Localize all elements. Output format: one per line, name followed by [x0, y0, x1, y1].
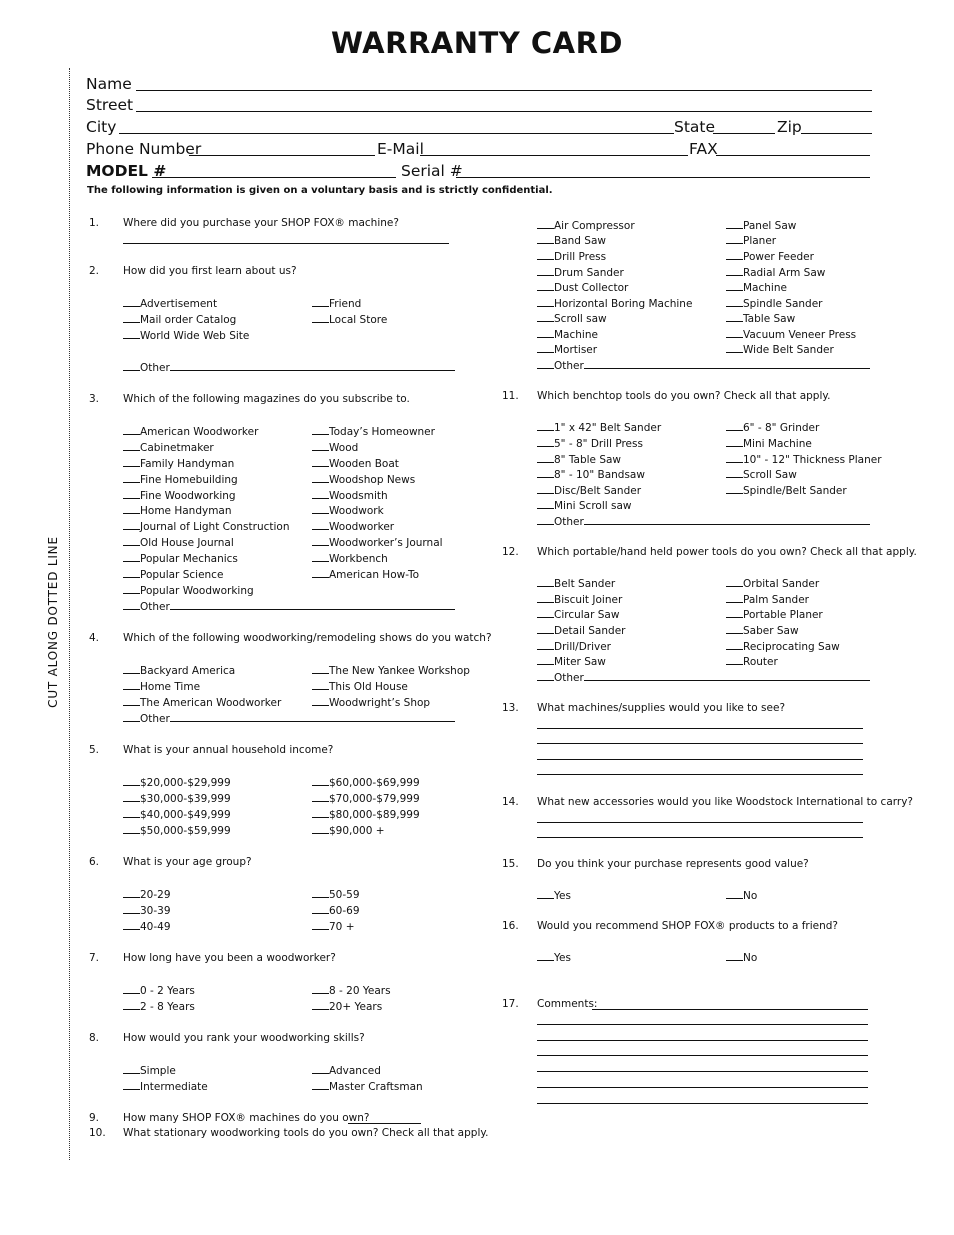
option-no[interactable]: No: [726, 888, 757, 903]
option-income[interactable]: $90,000 +: [312, 823, 385, 838]
option-magazine[interactable]: Woodshop News: [312, 472, 415, 487]
q9-answer-line[interactable]: [348, 1123, 421, 1124]
email-field[interactable]: [420, 155, 688, 156]
option-magazine[interactable]: Family Handyman: [123, 456, 234, 471]
option-yes[interactable]: Yes: [537, 950, 571, 965]
option-stationary-tool[interactable]: Wide Belt Sander: [726, 342, 834, 357]
option-skill[interactable]: Master Craftsman: [312, 1079, 423, 1094]
question-8: How would you rank your woodworking skills?: [123, 1032, 365, 1044]
city-field[interactable]: [119, 133, 674, 134]
option-power-tool[interactable]: Detail Sander: [537, 623, 625, 638]
option-stationary-tool[interactable]: Mortiser: [537, 342, 597, 357]
comments-line[interactable]: [537, 1103, 868, 1104]
question-10: What stationary woodworking tools do you own? Check all that apply.: [123, 1127, 489, 1139]
option-magazine[interactable]: Popular Science: [123, 567, 223, 582]
option-magazine[interactable]: American Woodworker: [123, 424, 258, 439]
street-field[interactable]: [136, 111, 872, 112]
option-years[interactable]: 8 - 20 Years: [312, 983, 391, 998]
option-years[interactable]: 2 - 8 Years: [123, 999, 195, 1014]
option-age[interactable]: 50-59: [312, 887, 360, 902]
option-benchtop-tool[interactable]: Scroll Saw: [726, 467, 797, 482]
option-income[interactable]: $30,000-$39,999: [123, 791, 231, 806]
option-other[interactable]: Other: [537, 514, 870, 529]
option-years[interactable]: 20+ Years: [312, 999, 382, 1014]
option-stationary-tool[interactable]: Drill Press: [537, 249, 606, 264]
option-power-tool[interactable]: Palm Sander: [726, 592, 809, 607]
option-stationary-tool[interactable]: Horizontal Boring Machine: [537, 296, 692, 311]
option-power-tool[interactable]: Miter Saw: [537, 654, 606, 669]
option-skill[interactable]: Intermediate: [123, 1079, 208, 1094]
option-magazine[interactable]: Old House Journal: [123, 535, 234, 550]
option-benchtop-tool[interactable]: 8" Table Saw: [537, 452, 621, 467]
option-magazine[interactable]: Woodsmith: [312, 488, 388, 503]
option-friend[interactable]: Friend: [312, 296, 361, 311]
question-15: Do you think your purchase represents good value?: [537, 858, 809, 870]
option-other[interactable]: Other: [123, 711, 455, 726]
option-mail-order-catalog[interactable]: Mail order Catalog: [123, 312, 236, 327]
zip-label: Zip: [777, 118, 802, 136]
option-world-wide-web-site[interactable]: World Wide Web Site: [123, 328, 249, 343]
option-magazine[interactable]: Woodworker’s Journal: [312, 535, 443, 550]
confidential-note: The following information is given on a voluntary basis and is strictly confidential.: [87, 185, 553, 196]
option-show[interactable]: Woodwright’s Shop: [312, 695, 430, 710]
question-2: How did you first learn about us?: [123, 265, 297, 277]
q13-answer-line[interactable]: [537, 774, 863, 775]
question-number: 6.: [89, 856, 100, 868]
question-13: What machines/supplies would you like to see?: [537, 702, 786, 714]
option-magazine[interactable]: Journal of Light Construction: [123, 519, 290, 534]
cut-label: CUT ALONG DOTTED LINE: [46, 536, 60, 708]
option-magazine[interactable]: Today’s Homeowner: [312, 424, 435, 439]
option-benchtop-tool[interactable]: Mini Machine: [726, 436, 812, 451]
comments-line[interactable]: [537, 1024, 868, 1025]
option-power-tool[interactable]: Drill/Driver: [537, 639, 611, 654]
q13-answer-line[interactable]: [537, 743, 863, 744]
email-label: E-Mail: [377, 140, 424, 158]
option-power-tool[interactable]: Router: [726, 654, 778, 669]
option-other[interactable]: Other: [537, 358, 870, 373]
question-number: 5.: [89, 744, 100, 756]
question-number: 1.: [89, 217, 100, 229]
question-number: 2.: [89, 265, 100, 277]
option-power-tool[interactable]: Portable Planer: [726, 607, 823, 622]
option-stationary-tool[interactable]: Drum Sander: [537, 265, 624, 280]
comments-line[interactable]: [537, 1071, 868, 1072]
comments-line[interactable]: [592, 1009, 868, 1010]
option-magazine[interactable]: Woodworker: [312, 519, 394, 534]
option-benchtop-tool[interactable]: 10" - 12" Thickness Planer: [726, 452, 882, 467]
question-11: Which benchtop tools do you own? Check all that apply.: [537, 390, 831, 402]
phone-field[interactable]: [189, 155, 375, 156]
option-local-store[interactable]: Local Store: [312, 312, 387, 327]
option-power-tool[interactable]: Saber Saw: [726, 623, 799, 638]
option-income[interactable]: $60,000-$69,999: [312, 775, 420, 790]
option-skill[interactable]: Advanced: [312, 1063, 381, 1078]
option-magazine[interactable]: Wooden Boat: [312, 456, 399, 471]
option-stationary-tool[interactable]: Band Saw: [537, 233, 606, 248]
option-magazine[interactable]: Popular Woodworking: [123, 583, 254, 598]
option-advertisement[interactable]: Advertisement: [123, 296, 217, 311]
question-number: 17.: [502, 998, 519, 1010]
question-9: How many SHOP FOX® machines do you own?: [123, 1112, 370, 1124]
option-other[interactable]: Other: [537, 670, 870, 685]
option-magazine[interactable]: Wood: [312, 440, 358, 455]
option-income[interactable]: $40,000-$49,999: [123, 807, 231, 822]
option-age[interactable]: 30-39: [123, 903, 171, 918]
comments-line[interactable]: [537, 1040, 868, 1041]
question-5: What is your annual household income?: [123, 744, 334, 756]
q13-answer-line[interactable]: [537, 728, 863, 729]
question-number: 11.: [502, 390, 519, 402]
option-power-tool[interactable]: Biscuit Joiner: [537, 592, 622, 607]
option-show[interactable]: This Old House: [312, 679, 408, 694]
option-yes[interactable]: Yes: [537, 888, 571, 903]
question-6: What is your age group?: [123, 856, 252, 868]
option-stationary-tool[interactable]: Radial Arm Saw: [726, 265, 825, 280]
question-14: What new accessories would you like Woodstock International to carry?: [537, 796, 913, 808]
model-field[interactable]: [152, 177, 396, 178]
street-label: Street: [86, 96, 134, 114]
option-magazine[interactable]: Home Handyman: [123, 503, 232, 518]
serial-field[interactable]: [456, 177, 870, 178]
option-magazine[interactable]: Fine Homebuilding: [123, 472, 238, 487]
option-power-tool[interactable]: Orbital Sander: [726, 576, 819, 591]
option-power-tool[interactable]: Circular Saw: [537, 607, 619, 622]
q1-answer-line[interactable]: [123, 243, 449, 244]
option-no[interactable]: No: [726, 950, 757, 965]
question-number: 12.: [502, 546, 519, 558]
question-number: 3.: [89, 393, 100, 405]
option-stationary-tool[interactable]: Planer: [726, 233, 776, 248]
model-label: MODEL #: [86, 162, 167, 180]
option-power-tool[interactable]: Reciprocating Saw: [726, 639, 840, 654]
option-magazine[interactable]: Woodwork: [312, 503, 384, 518]
question-number: 8.: [89, 1032, 100, 1044]
option-show[interactable]: Home Time: [123, 679, 200, 694]
question-7: How long have you been a woodworker?: [123, 952, 336, 964]
question-number: 9.: [89, 1112, 100, 1124]
option-stationary-tool[interactable]: Vacuum Veneer Press: [726, 327, 856, 342]
option-benchtop-tool[interactable]: 5" - 8" Drill Press: [537, 436, 643, 451]
option-other[interactable]: Other: [123, 599, 455, 614]
option-benchtop-tool[interactable]: 8" - 10" Bandsaw: [537, 467, 645, 482]
option-show[interactable]: The New Yankee Workshop: [312, 663, 470, 678]
question-12: Which portable/hand held power tools do you own? Check all that apply.: [537, 546, 917, 558]
question-number: 15.: [502, 858, 519, 870]
option-magazine[interactable]: Popular Mechanics: [123, 551, 238, 566]
question-number: 4.: [89, 632, 100, 644]
name-field[interactable]: [136, 90, 872, 91]
comments-line[interactable]: [537, 1055, 868, 1056]
phone-label: Phone Number: [86, 140, 202, 158]
option-benchtop-tool[interactable]: Mini Scroll saw: [537, 498, 632, 513]
option-stationary-tool[interactable]: Dust Collector: [537, 280, 628, 295]
fax-field[interactable]: [716, 155, 870, 156]
option-income[interactable]: $20,000-$29,999: [123, 775, 231, 790]
option-age[interactable]: 40-49: [123, 919, 171, 934]
option-magazine[interactable]: Workbench: [312, 551, 388, 566]
option-show[interactable]: The American Woodworker: [123, 695, 281, 710]
q13-answer-line[interactable]: [537, 759, 863, 760]
option-stationary-tool[interactable]: Machine: [537, 327, 598, 342]
option-skill[interactable]: Simple: [123, 1063, 176, 1078]
option-magazine[interactable]: Fine Woodworking: [123, 488, 236, 503]
option-age[interactable]: 70 +: [312, 919, 355, 934]
option-stationary-tool[interactable]: Panel Saw: [726, 218, 796, 233]
cut-line: [69, 68, 70, 1160]
question-number: 13.: [502, 702, 519, 714]
option-stationary-tool[interactable]: Spindle Sander: [726, 296, 822, 311]
option-benchtop-tool[interactable]: Spindle/Belt Sander: [726, 483, 847, 498]
option-benchtop-tool[interactable]: Disc/Belt Sander: [537, 483, 641, 498]
question-3: Which of the following magazines do you subscribe to.: [123, 393, 410, 405]
option-stationary-tool[interactable]: Table Saw: [726, 311, 795, 326]
option-years[interactable]: 0 - 2 Years: [123, 983, 195, 998]
option-other[interactable]: Other: [123, 360, 455, 375]
name-label: Name: [86, 75, 132, 93]
q14-answer-line[interactable]: [537, 822, 863, 823]
serial-label: Serial #: [401, 162, 463, 180]
q14-answer-line[interactable]: [537, 837, 863, 838]
option-income[interactable]: $70,000-$79,999: [312, 791, 420, 806]
zip-field[interactable]: [801, 133, 872, 134]
state-field[interactable]: [713, 133, 775, 134]
option-power-tool[interactable]: Belt Sander: [537, 576, 615, 591]
comments-line[interactable]: [537, 1087, 868, 1088]
question-number: 14.: [502, 796, 519, 808]
question-number: 16.: [502, 920, 519, 932]
question-16: Would you recommend SHOP FOX® products to a friend?: [537, 920, 838, 932]
option-stationary-tool[interactable]: Scroll saw: [537, 311, 607, 326]
option-magazine[interactable]: Cabinetmaker: [123, 440, 214, 455]
question-1: Where did you purchase your SHOP FOX® machine?: [123, 217, 399, 229]
option-age[interactable]: 20-29: [123, 887, 171, 902]
option-age[interactable]: 60-69: [312, 903, 360, 918]
option-stationary-tool[interactable]: Machine: [726, 280, 787, 295]
state-label: State: [674, 118, 716, 136]
fax-label: FAX: [689, 140, 718, 158]
option-benchtop-tool[interactable]: 6" - 8" Grinder: [726, 420, 819, 435]
option-benchtop-tool[interactable]: 1" x 42" Belt Sander: [537, 420, 661, 435]
page-title: WARRANTY CARD: [330, 26, 623, 60]
option-stationary-tool[interactable]: Air Compressor: [537, 218, 635, 233]
option-magazine[interactable]: American How-To: [312, 567, 419, 582]
question-number: 10.: [89, 1127, 106, 1139]
option-income[interactable]: $50,000-$59,999: [123, 823, 231, 838]
option-show[interactable]: Backyard America: [123, 663, 235, 678]
city-label: City: [86, 118, 117, 136]
option-income[interactable]: $80,000-$89,999: [312, 807, 420, 822]
question-4: Which of the following woodworking/remodeling shows do you watch?: [123, 632, 492, 644]
question-number: 7.: [89, 952, 100, 964]
option-stationary-tool[interactable]: Power Feeder: [726, 249, 814, 264]
question-17: Comments:: [537, 998, 598, 1010]
